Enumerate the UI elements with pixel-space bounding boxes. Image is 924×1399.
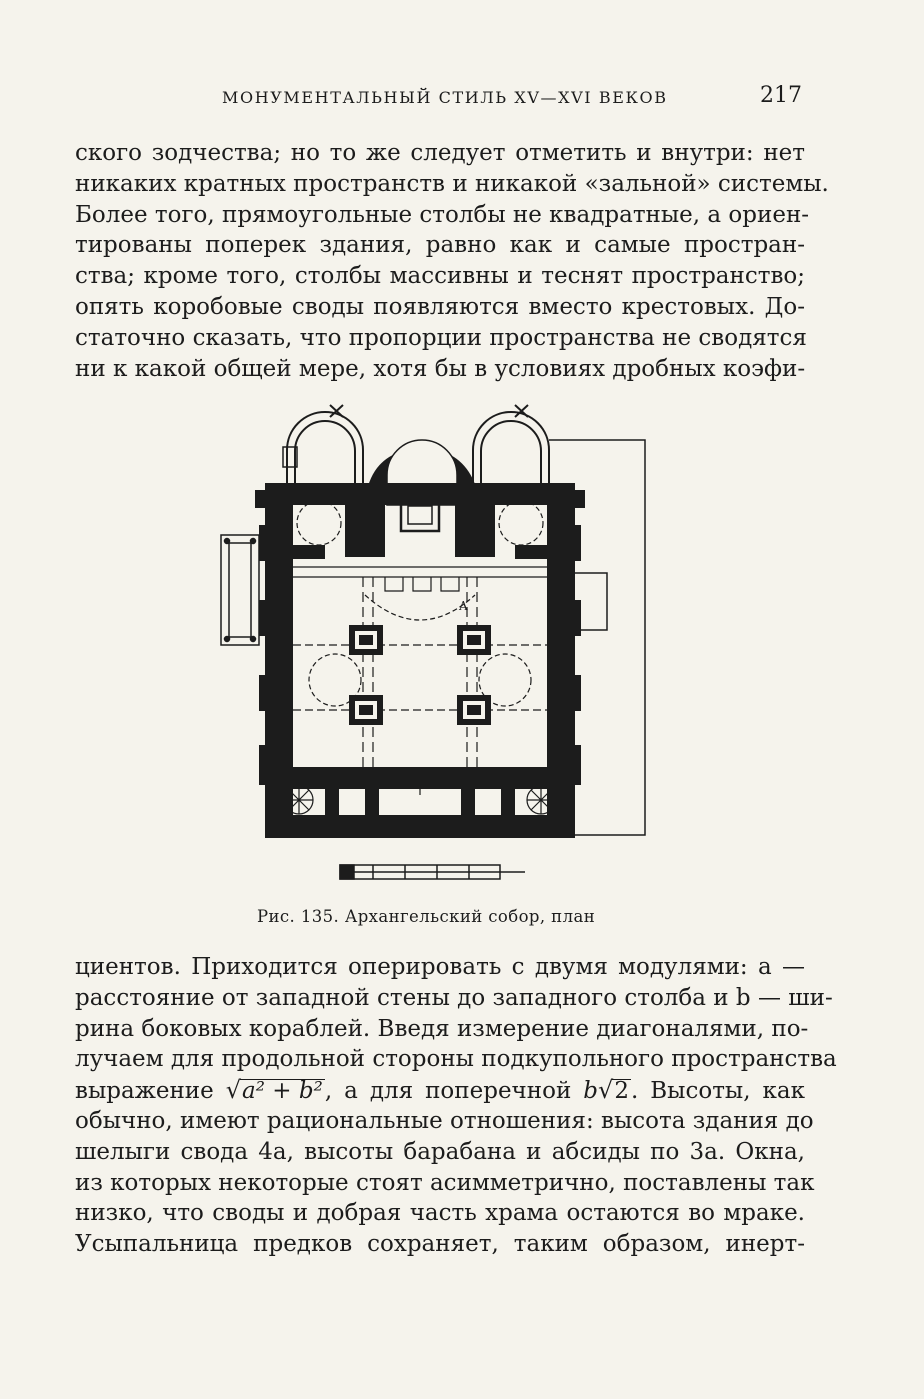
- text-line: опять коробовые своды появляются вместо крестовых. До-: [75, 293, 805, 320]
- text-segment: . Высоты, как: [630, 1078, 805, 1105]
- paragraph-bottom: [75, 952, 837, 1260]
- text-segment: выражение: [75, 1078, 214, 1105]
- text-line: из которых некоторые стоят асимметрично, поставлены так: [75, 1169, 815, 1196]
- text-line: расстояние от западной стены до западного столба и b — ши-: [75, 984, 833, 1011]
- vault-lines: [293, 567, 547, 795]
- text-line: циентов. Приходится оперировать с двумя модулями: a —: [75, 954, 805, 980]
- text-line: Более того, прямоугольные столбы не квадратные, а ориен-: [75, 201, 810, 228]
- figure-caption: Рис. 135. Архангельский собор, план: [257, 907, 596, 926]
- running-head: МОНУМЕНТАЛЬНЫЙ СТИЛЬ XV—XVI ВЕКОВ: [222, 88, 668, 107]
- text-line: тированы поперек здания, равно как и самые простран-: [75, 232, 805, 259]
- text-line: ского зодчества; но то же следует отметить и внутри: нет: [75, 140, 805, 166]
- radical-sign-icon: √: [225, 1076, 242, 1105]
- text-line: никаких кратных пространств и никакой «зальной» системы.: [75, 170, 829, 197]
- text-line: шелыги свода 4a, высоты барабана и абсиды по 3a. Окна,: [75, 1138, 805, 1165]
- formula-diagonal: a² + b²: [242, 1078, 323, 1105]
- text-line: ства; кроме того, столбы массивны и теснят пространство;: [75, 263, 805, 290]
- formula-variable: b: [583, 1078, 599, 1105]
- text-line: ни к какой общей мере, хотя бы в условиях дробных коэфи-: [75, 355, 806, 382]
- text-line: низко, что своды и добрая часть храма остаются во мраке.: [75, 1200, 805, 1227]
- page-number: 217: [760, 83, 802, 108]
- text-line: Усыпальница предков сохраняет, таким образом, инерт-: [75, 1231, 805, 1258]
- text-line-formula: [75, 1075, 805, 1106]
- text-line: лучаем для продольной стороны подкупольного пространства: [75, 1046, 837, 1073]
- radical-sign-icon: √: [598, 1076, 614, 1105]
- text-segment: , а для поперечной: [324, 1078, 572, 1105]
- text-line: обычно, имеют рациональные отношения: высота здания до: [75, 1107, 814, 1134]
- formula-root: 2: [614, 1078, 629, 1105]
- scale-bar: [340, 865, 525, 879]
- pier-label: A: [459, 599, 468, 613]
- paragraph-top: [75, 138, 829, 384]
- text-line: рина боковых кораблей. Введя измерение диагоналями, по-: [75, 1015, 809, 1042]
- text-line: статочно сказать, что пропорции пространства не сводятся: [75, 324, 807, 351]
- cathedral-floor-plan: [215, 395, 655, 895]
